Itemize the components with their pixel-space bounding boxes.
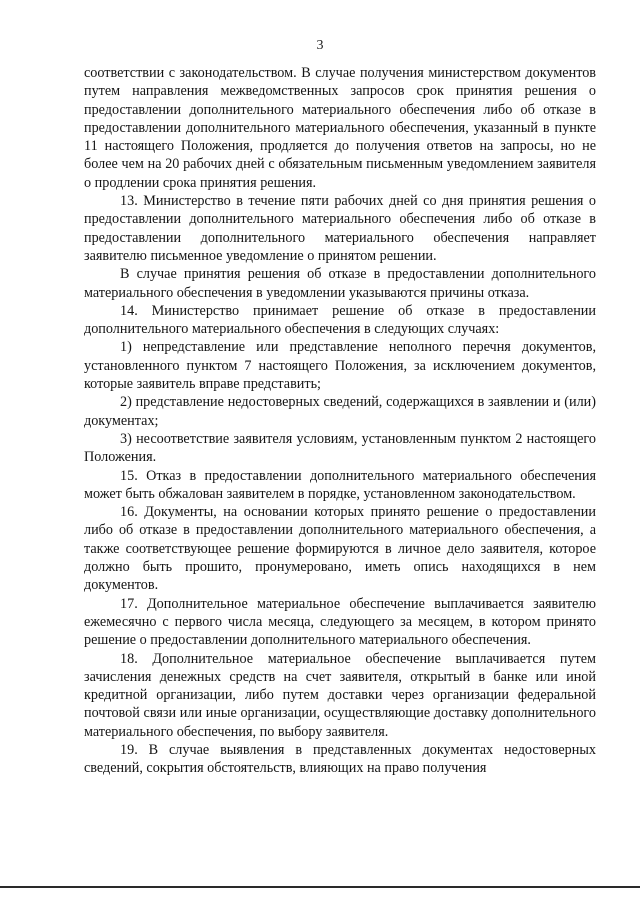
paragraph-13: 13. Министерство в течение пяти рабочих дней со дня принятия решения о предоставлении дополнительного материального обеспечения либо об отказе в предоставлении дополнительного материального обеспечения направляет заявителю письменное уведомление о принятом решении. [84,193,596,264]
paragraph-19: 19. В случае выявления в представленных документах недостоверных сведений, сокрытия обстоятельств, влияющих на право получения [84,741,596,777]
paragraph-continuation: соответствии с законодательством. В случае получения министерством документов путем направления межведомственных запросов срок принятия решения о предоставлении дополнительного материального обеспечения либо об отказе в предоставлении дополнительного материального обеспечения, указанный в пункте 11 настоящего Положения, продляется до получения ответов на запросы, но не более чем на 20 рабочих дней с обязательным письменным уведомлением заявителя о продлении срока принятия решения. [84,65,596,191]
paragraph-13-refusal-reasons: В случае принятия решения об отказе в предоставлении дополнительного материального обеспечения в уведомлении указываются причины отказа. [84,266,596,301]
paragraph-14: 14. Министерство принимает решение об отказе в предоставлении дополнительного материального обеспечения в следующих случаях: [84,302,596,338]
paragraph-16: 16. Документы, на основании которых принято решение о предоставлении либо об отказе в предоставлении дополнительного материального обеспечения, а также соответствующее решение формируются в личное дело заявителя, которое должно быть прошито, пронумеровано, иметь опись находящихся в нем документов. [84,504,596,594]
page-number: 3 [316,38,324,53]
scan-bottom-edge [0,886,640,888]
paragraph-18: 18. Дополнительное материальное обеспечение выплачивается путем зачисления денежных средств на счет заявителя, открытый в банке или иной кредитной организации, либо путем доставки через организации федеральной почтовой связи или иные организации, осуществляющие доставку дополнительного материального обеспечения, по выбору заявителя. [84,650,596,740]
paragraph-14-item-3: 3) несоответствие заявителя условиям, установленным пунктом 2 настоящего Положения. [84,430,596,466]
paragraph-17: 17. Дополнительное материальное обеспечение выплачивается заявителю ежемесячно с первого числа месяца, следующего за месяцем, в котором принято решение о предоставлении дополнительного материального обеспечения. [84,595,596,649]
document-body [84,64,596,778]
paragraph-14-item-2: 2) представление недостоверных сведений, содержащихся в заявлении и (или) документах; [84,394,596,429]
paragraph-15: 15. Отказ в предоставлении дополнительного материального обеспечения может быть обжалован заявителем в порядке, установленном законодательством. [84,467,596,502]
paragraph-14-item-1: 1) непредставление или представление неполного перечня документов, установленного пунктом 7 настоящего Положения, за исключением документов, которые заявитель вправе представить; [84,339,596,393]
